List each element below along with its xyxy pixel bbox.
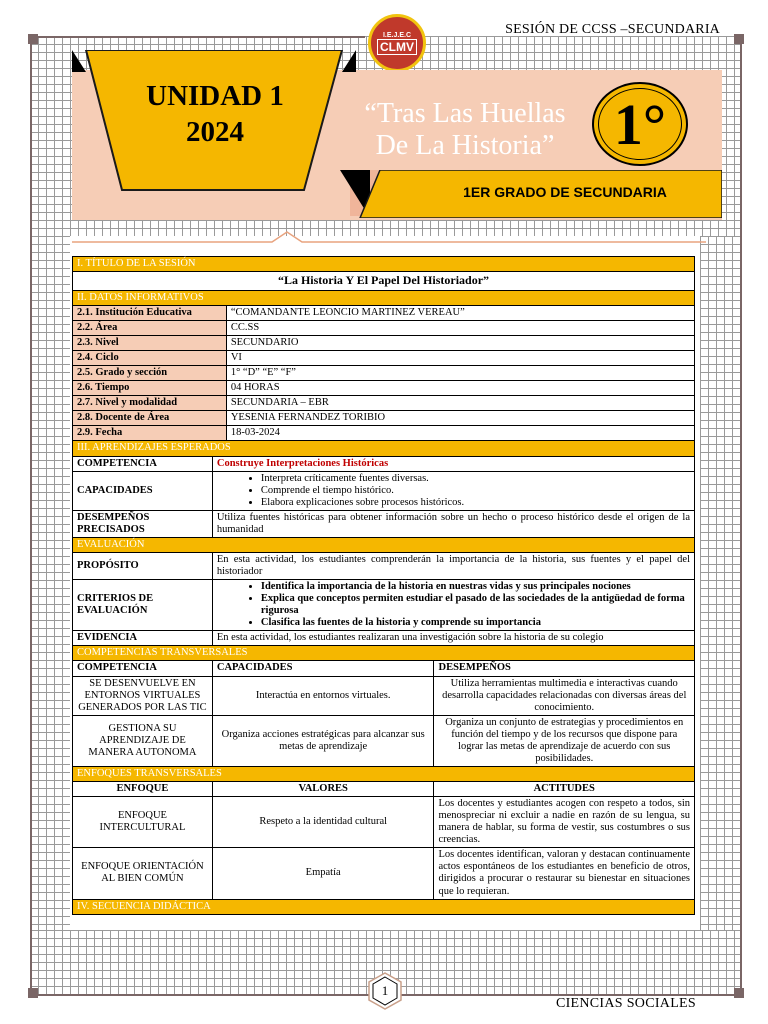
header-title: SESIÓN DE CCSS –SECUNDARIA: [505, 22, 720, 37]
table-row: GESTIONA SU APRENDIZAJE DE MANERA AUTONOMA Organiza acciones estratégicas para alcanzar sus metas de aprendizaje Organiza un conjunto de estrategias y procedimientos en función del tiempo y de los recursos que dispone para lograr las metas de aprendizaje de acuerdo con sus posibilidades.: [73, 715, 695, 766]
list-item: • Identifica la importancia de la historia en nuestras vidas y sus principales nociones: [261, 581, 690, 593]
logo-main-text: CLMV: [377, 39, 417, 55]
page-number-badge: [368, 972, 402, 1010]
unit-line-1: UNIDAD 1: [146, 80, 284, 112]
table-row: ENFOQUE ORIENTACIÓN AL BIEN COMÚN Empatía Los docentes identifican, valoran y destacan continuamente actos espontáneos de los estudiantes en beneficio de otros, dirigidos a procurar o restaurar su bienestar en situaciones que lo requieran.: [73, 848, 695, 899]
proposito-label: PROPÓSITO: [73, 552, 213, 579]
datos-row: 2.2. Área CC.SS: [73, 320, 695, 335]
datos-row: 2.7. Nivel y modalidad SECUNDARIA – EBR: [73, 396, 695, 411]
frame-corner: [28, 34, 38, 44]
datos-row: 2.9. Fecha 18-03-2024: [73, 426, 695, 441]
datos-row: 2.8. Docente de Área YESENIA FERNANDEZ TORIBIO: [73, 411, 695, 426]
section-header-aprendizajes: III. APRENDIZAJES ESPERADOS: [73, 441, 695, 456]
column-header: COMPETENCIA: [73, 661, 213, 676]
section-header-evaluacion: EVALUACIÓN: [73, 537, 695, 552]
subtitle-line-1: “Tras Las Huellas: [364, 98, 566, 129]
frame-corner: [734, 988, 744, 998]
list-item: • Elabora explicaciones sobre procesos históricos.: [261, 497, 690, 509]
datos-row: 2.5. Grado y sección 1° “D” “E” “F”: [73, 366, 695, 381]
criterios-label: CRITERIOS DE EVALUACIÓN: [73, 580, 213, 631]
evidencia-value: En esta actividad, los estudiantes realizaran una investigación sobre la historia de su colegio: [212, 631, 694, 646]
decorative-divider: [72, 230, 706, 244]
section-header-datos: II. DATOS INFORMATIVOS: [73, 290, 695, 305]
capacidades-list: [212, 471, 694, 510]
section-header-secuencia: IV. SECUENCIA DIDÁCTICA: [73, 899, 695, 914]
column-header: VALORES: [212, 782, 434, 797]
grade-label: 1ER GRADO DE SECUNDARIA: [463, 184, 667, 200]
list-item: • Explica que conceptos permiten estudiar el pasado de las sociedades de la antigüedad de forma rigurosa: [261, 593, 690, 617]
section-header-enfoques: ENFOQUES TRANSVERSALES: [73, 766, 695, 781]
grid-border-right: [700, 236, 742, 996]
desempenos-value: Utiliza fuentes históricas para obtener información sobre un hecho o proceso histórico desde el origen de la humanidad: [212, 510, 694, 537]
table-row: SE DESENVUELVE EN ENTORNOS VIRTUALES GENERADOS POR LAS TIC Interactúa en entornos virtuales. Utiliza herramientas multimedia e interactivas cuando desarrolla capacidades relacionadas con diversas áreas del conocimiento.: [73, 676, 695, 715]
logo-top-text: I.E.J.E.C: [382, 31, 411, 39]
list-item: • Clasifica las fuentes de la historia y comprende su importancia: [261, 617, 690, 629]
page-number: 1: [381, 983, 389, 998]
session-title: “La Historia Y El Papel Del Historiador”: [73, 272, 695, 291]
capacidades-label: CAPACIDADES: [73, 471, 213, 510]
subtitle-line-2: De La Historia”: [375, 130, 555, 161]
datos-row: 2.6. Tiempo 04 HORAS: [73, 381, 695, 396]
grade-badge: 1°: [592, 82, 688, 166]
list-item: • Interpreta críticamente fuentes diversas.: [261, 473, 690, 485]
footer-subject: CIENCIAS SOCIALES: [555, 996, 696, 1011]
datos-row: 2.4. Ciclo VI: [73, 351, 695, 366]
competencia-label: COMPETENCIA: [73, 456, 213, 471]
frame-corner: [28, 988, 38, 998]
desempenos-label: DESEMPEÑOS PRECISADOS: [73, 510, 213, 537]
grade-badge-ring: [598, 88, 682, 160]
datos-row: 2.1. Institución Educativa “COMANDANTE LEONCIO MARTINEZ VEREAU”: [73, 305, 695, 320]
unit-subtitle: [340, 98, 590, 162]
column-header: CAPACIDADES: [212, 661, 434, 676]
evidencia-label: EVIDENCIA: [73, 631, 213, 646]
section-header-title: I. TÍTULO DE LA SESIÓN: [73, 257, 695, 272]
unit-title: [100, 78, 330, 150]
column-header: ENFOQUE: [73, 782, 213, 797]
grid-border-left: [30, 236, 70, 996]
section-header-transversales: COMPETENCIAS TRANSVERSALES: [73, 646, 695, 661]
column-header: ACTITUDES: [434, 782, 695, 797]
school-logo: [368, 14, 426, 72]
proposito-value: En esta actividad, los estudiantes comprenderán la importancia de la historia, sus fuentes y el papel del historiador: [212, 552, 694, 579]
frame-line-top: [30, 36, 365, 38]
frame-line-left: [30, 36, 32, 996]
frame-corner: [734, 34, 744, 44]
datos-row: 2.3. Nivel SECUNDARIO: [73, 336, 695, 351]
list-item: • Comprende el tiempo histórico.: [261, 485, 690, 497]
session-table: [72, 256, 695, 915]
unit-line-2: 2024: [186, 116, 244, 148]
table-row: ENFOQUE INTERCULTURAL Respeto a la identidad cultural Los docentes y estudiantes acogen con respeto a todos, sin menospreciar ni excluir a nadie en razón de su lengua, su manera de hablar, su forma de vestir, sus costumbres o sus creencias.: [73, 797, 695, 848]
criterios-list: [212, 580, 694, 631]
competencia-value: Construye Interpretaciones Históricas: [212, 456, 694, 471]
column-header: DESEMPEÑOS: [434, 661, 695, 676]
frame-line-right: [740, 36, 742, 996]
